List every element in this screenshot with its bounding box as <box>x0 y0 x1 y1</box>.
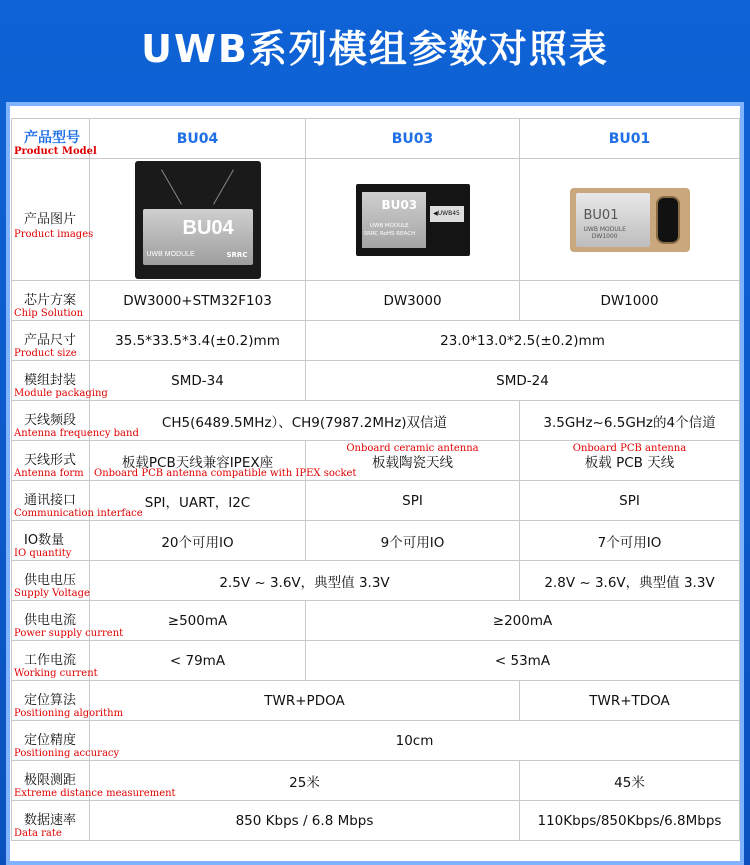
cell: TWR+TDOA <box>520 681 740 721</box>
antenna-note-bu03: Onboard ceramic antenna <box>346 443 479 454</box>
row-label: 工作电流 Working current <box>12 641 90 681</box>
table-row <box>12 321 740 361</box>
cell: ≥500mA <box>90 601 306 641</box>
cell: 35.5*33.5*3.4(±0.2)mm <box>90 321 306 361</box>
antenna-note-bu04: Onboard PCB antenna compatible with IPEX socket <box>94 468 357 479</box>
table-row <box>12 681 740 721</box>
cell: 7个可用IO <box>520 521 740 561</box>
row-label: 产品图片 Product images <box>12 159 90 281</box>
row-label: 芯片方案 Chip Solution <box>12 281 90 321</box>
cell: ≥200mA <box>306 601 740 641</box>
table-row <box>12 601 740 641</box>
cell: CH5(6489.5MHz）、CH9(7987.2MHz)双信道 <box>90 401 520 441</box>
cell: DW3000+STM32F103 <box>90 281 306 321</box>
cell: SPI <box>306 481 520 521</box>
cell: Onboard PCB antenna 板载 PCB 天线 <box>520 441 740 481</box>
cell: 3.5GHz~6.5GHz的4个信道 <box>520 401 740 441</box>
row-label: 数据速率 Data rate <box>12 801 90 841</box>
table-row <box>12 441 740 481</box>
row-label: 极限测距 Extreme distance measurement <box>12 761 90 801</box>
cell: SPI <box>520 481 740 521</box>
model-bu03: BU03 <box>306 119 520 159</box>
model-bu01: BU01 <box>520 119 740 159</box>
cell: 2.8V ~ 3.6V，典型值 3.3V <box>520 561 740 601</box>
cell: 10cm <box>90 721 740 761</box>
row-label: IO数量 IO quantity <box>12 521 90 561</box>
cell: < 79mA <box>90 641 306 681</box>
row-label: 产品尺寸 Product size <box>12 321 90 361</box>
cell: SMD-24 <box>306 361 740 401</box>
cell: DW3000 <box>306 281 520 321</box>
table-row <box>12 561 740 601</box>
cell: TWR+PDOA <box>90 681 520 721</box>
product-image-bu04: BU04 UWB MODULE SRRC <box>90 159 306 281</box>
cell: SPI，UART，I2C <box>90 481 306 521</box>
spec-table <box>11 118 740 841</box>
table-row <box>12 761 740 801</box>
table-row <box>12 119 740 159</box>
cell: Onboard ceramic antenna 板载陶瓷天线 <box>306 441 520 481</box>
table-row <box>12 361 740 401</box>
table-row <box>12 481 740 521</box>
table-row <box>12 521 740 561</box>
row-label: 产品型号 Product Model <box>12 119 90 159</box>
cell: 20个可用IO <box>90 521 306 561</box>
cell: 45米 <box>520 761 740 801</box>
row-label: 模组封装 Module packaging <box>12 361 90 401</box>
cell: SMD-34 <box>90 361 306 401</box>
row-label: 通讯接口 Communication interface <box>12 481 90 521</box>
page-title: UWB系列模组参数对照表 <box>141 27 609 71</box>
cell: 850 Kbps / 6.8 Mbps <box>90 801 520 841</box>
row-label: 天线频段 Antenna frequency band <box>12 401 90 441</box>
row-label: 定位算法 Positioning algorithm <box>12 681 90 721</box>
product-image-bu03: BU03 UWB MODULE SRRC RoHS REACH ◀UWB45 <box>306 159 520 281</box>
product-image-bu01: BU01 UWB MODULE DW1000 <box>520 159 740 281</box>
cell: < 53mA <box>306 641 740 681</box>
table-row <box>12 801 740 841</box>
row-label: 天线形式 Antenna form <box>12 441 90 481</box>
cell: 23.0*13.0*2.5(±0.2)mm <box>306 321 740 361</box>
cell: 25米 <box>90 761 520 801</box>
row-label: 供电电流 Power supply current <box>12 601 90 641</box>
cell: DW1000 <box>520 281 740 321</box>
row-label: 供电电压 Supply Voltage <box>12 561 90 601</box>
table-row <box>12 721 740 761</box>
antenna-note-bu01: Onboard PCB antenna <box>572 443 687 454</box>
cell: 110Kbps/850Kbps/6.8Mbps <box>520 801 740 841</box>
model-bu04: BU04 <box>90 119 306 159</box>
cell: 9个可用IO <box>306 521 520 561</box>
cell: 板载PCB天线兼容IPEX座 Onboard PCB antenna compatible with IPEX socket <box>90 441 306 481</box>
table-row <box>12 159 740 281</box>
row-label: 定位精度 Positioning accuracy <box>12 721 90 761</box>
table-row <box>12 641 740 681</box>
cell: 2.5V ~ 3.6V，典型值 3.3V <box>90 561 520 601</box>
table-row <box>12 281 740 321</box>
table-row <box>12 401 740 441</box>
